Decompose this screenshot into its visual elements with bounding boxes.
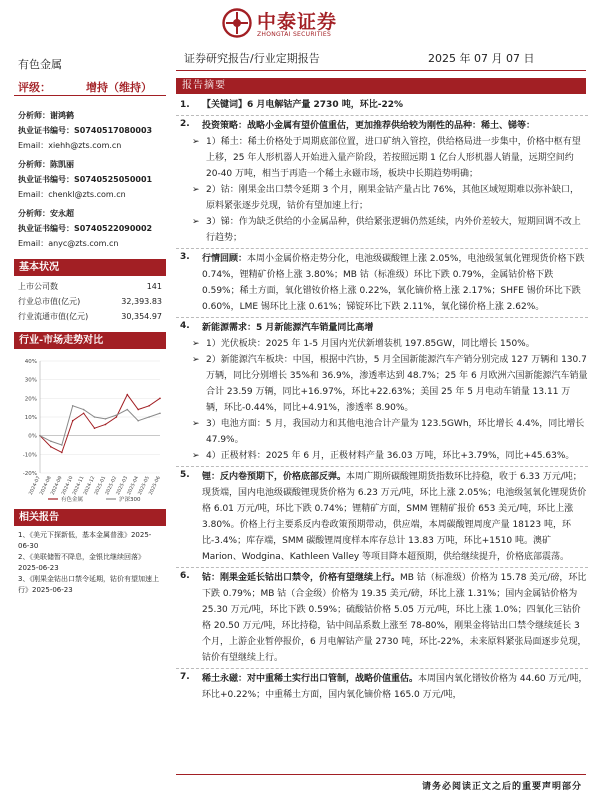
point-text: 本周国内氧化镨钕价格为 44.60 万元/吨，环比+0.22%；中重稀土方面，国内氧化镝价格 165.0 万元/吨， <box>202 674 588 700</box>
basics-title: 基本状况 <box>14 259 166 276</box>
basics-row <box>14 294 166 309</box>
email-label: Email： <box>18 239 49 248</box>
summary-point-1 <box>176 97 588 113</box>
analyst-block <box>18 206 166 251</box>
point-lead: 行情回顾： <box>202 254 248 264</box>
basics-label: 行业流通市值(亿元) <box>18 312 89 321</box>
report-type: 证券研究报告/行业定期报告 <box>184 52 320 65</box>
cert-number: S0740525050001 <box>74 175 153 184</box>
x-tick-label: 2025-04 <box>126 475 140 497</box>
x-tick-label: 2024-12 <box>83 475 97 497</box>
y-tick-label: 0% <box>28 433 37 440</box>
data-point <box>126 409 128 411</box>
point-lead: 新能源需求：5 月新能源汽车销量同比高增 <box>202 323 374 333</box>
x-tick-label: 2025-06 <box>148 475 162 497</box>
x-tick-label: 2025-02 <box>105 475 119 497</box>
data-point <box>72 420 74 422</box>
analyst-role: 分析师： <box>18 209 50 218</box>
data-point <box>39 435 41 437</box>
rating-bar <box>14 76 166 96</box>
arrow-icon: ➢ <box>192 137 200 147</box>
summary-point-3 <box>176 248 588 315</box>
arrow-icon: ➢ <box>192 451 200 461</box>
cert-number: S0740522090002 <box>74 224 153 233</box>
bullet-text: 1）光伏板块：2025 年 1-5 月国内光伏新增装机 197.85GW，同比增长 150%。 <box>206 339 535 349</box>
basics-table <box>14 279 166 324</box>
arrow-icon: ➢ <box>192 355 200 365</box>
legend-label: 有色金属 <box>61 497 84 503</box>
basics-label: 上市公司数 <box>18 282 58 291</box>
data-point <box>105 418 107 420</box>
data-point <box>105 424 107 426</box>
related-report-item[interactable]: 2、《美联储暂不降息，金银比继续回落》2025-06-23 <box>18 553 145 572</box>
basics-row <box>14 309 166 324</box>
analyst-name: 陈凯丽 <box>50 160 74 169</box>
left-sidebar <box>14 76 166 596</box>
y-tick-label: -10% <box>22 452 37 459</box>
email-label: Email： <box>18 190 49 199</box>
header-divider <box>176 70 586 71</box>
bullet-text: 3）锑：作为缺乏供给的小金属品种，供给紧张逻辑仍然延续，内外价差较大，短期回调不改上行趋势； <box>206 217 581 243</box>
data-point <box>159 398 161 400</box>
analyst-role: 分析师： <box>18 160 50 169</box>
point-text: 本周广期所碳酸锂期货指数环比持稳，收于 6.33 万元/吨；现货端，国内电池级碳酸锂现货价格为 6.23 万元/吨，环比上涨 2.05%；电池级氢氧化锂现货价格 6.01 万元/吨，环比下跌 0.74%；锂精矿方面，SMM 锂精矿报价 653 美元/吨，环比上涨 3.80%。价格上行主要系反内卷政策预期带动，供应端，本周碳酸锂周度产量 18123 吨，环比-3.4%；库存端，SMM 碳酸锂周度样本库存总计 13.83 万吨，环比+1510 吨。澳矿 Marion、Wodgina、Kathleen Valley 等项目降本超预期，供给继续提升，价格底部震荡。 <box>202 472 587 562</box>
strategy-bullet <box>176 214 588 246</box>
point-text: 本周小金属价格走势分化，电池级碳酸锂上涨 2.05%，电池级氢氧化锂现货价格下跌 0.74%，锂精矿价格上涨 3.80%；MB 钴（标准级）环比下跌 0.79%，金属钴价格下跌 0.59%；稀土方面，氧化镨钕价格上涨 0.22%，氧化镝价格上涨 2.17%；SHFE 锡价环比下跌 0.60%，LME 锡环比上涨 0.61%；锑锭环比下跌 2.11%，氧化锑价格上涨 2.62%。 <box>202 254 585 312</box>
data-point <box>126 394 128 396</box>
basics-label: 行业总市值(亿元) <box>18 297 81 306</box>
email-label: Email： <box>18 141 49 150</box>
bullet-text: 1）稀土：稀土价格处于周期底部位置，进口矿纳入管控，供给格局进一步集中，价格中枢有望上移，25 年人形机器人开始进入量产阶段，若按照远期 1 亿台人形机器人销量，远期空间约 20-40 万吨，相当于再造一个稀土永磁市场，板块中长期趋势明确； <box>206 137 581 179</box>
strategy-bullet <box>176 182 588 214</box>
analyst-email[interactable]: xiehh@zts.com.cn <box>48 141 122 150</box>
analyst-email[interactable]: chenkl@zts.com.cn <box>48 190 126 199</box>
cert-label: 执业证书编号： <box>18 224 74 233</box>
related-report-list <box>14 526 166 596</box>
trend-chart-svg <box>14 353 166 505</box>
bullet-text: 4）正极材料：2025 年 6 月，正极材料产量 36.03 万吨，环比+3.79%，同比+45.63%。 <box>206 451 575 461</box>
basics-value: 141 <box>146 282 162 291</box>
data-point <box>116 416 118 418</box>
point-lead: 钴：刚果金延长钴出口禁令，价格有望继续上行。 <box>202 573 401 583</box>
brand-name-en: ZHONGTAI SECURITIES <box>257 31 332 38</box>
data-point <box>94 416 96 418</box>
summary-point-4 <box>176 317 588 336</box>
related-report-item[interactable]: 3、《刚果金钴出口禁令延期，钴价有望加速上行》2025-06-23 <box>18 575 159 594</box>
brand-logo <box>222 6 402 40</box>
data-point <box>83 412 85 414</box>
rating-value: 增持（维持） <box>86 81 152 94</box>
demand-bullet <box>176 352 588 416</box>
related-title: 相关报告 <box>14 509 166 526</box>
point-number: 5. <box>180 470 190 480</box>
legend-label: 沪深300 <box>119 497 141 503</box>
brand-name-cn: 中泰证券 <box>257 11 338 33</box>
data-point <box>72 405 74 407</box>
strategy-lead: 投资策略：战略小金属有望价值重估，更加推荐供给较为刚性的品种：稀土、锑等： <box>202 121 536 131</box>
bullet-text: 2）新能源汽车板块：中国，根据中汽协，5 月全国新能源汽车产销分别完成 127 万辆和 130.7 万辆，同比分别增长 35%和 36.9%，渗透率达到 48.7%；25 年 6 月欧洲六国新能源汽车销量合计 23.59 万辆，同比+16.97%，环比+22.63%；美国 25 年 5 月电动车销量 13.11 万辆，环比-0.44%，同比+4.91%，渗透率 8.90%。 <box>206 355 588 413</box>
trend-title: 行业-市场走势对比 <box>14 332 166 349</box>
demand-bullet <box>176 416 588 448</box>
footer-divider <box>176 774 586 775</box>
x-tick-label: 2025-03 <box>116 475 130 497</box>
x-tick-label: 2025-01 <box>94 475 108 497</box>
x-tick-label: 2024-11 <box>72 475 86 497</box>
data-point <box>137 409 139 411</box>
point-number: 7. <box>180 672 190 682</box>
basics-value: 30,354.97 <box>121 312 162 321</box>
report-date: 2025 年 07 月 07 日 <box>428 52 535 65</box>
y-tick-label: -20% <box>22 471 37 477</box>
summary-body <box>176 97 588 703</box>
analyst-name: 谢鸿鹤 <box>50 111 74 120</box>
x-tick-label: 2024-09 <box>50 475 64 497</box>
analyst-role: 分析师： <box>18 111 50 120</box>
sector-label: 有色金属 <box>18 58 62 71</box>
basics-value: 32,393.83 <box>121 297 162 306</box>
basics-row <box>14 279 166 294</box>
point-number: 2. <box>180 119 190 129</box>
summary-point-7 <box>176 668 588 703</box>
point-number: 6. <box>180 571 190 581</box>
arrow-icon: ➢ <box>192 217 200 227</box>
summary-point-6 <box>176 567 588 666</box>
data-point <box>61 444 63 446</box>
arrow-icon: ➢ <box>192 419 200 429</box>
point-lead: 锂：反内卷预期下，价格底部反弹。 <box>202 472 347 482</box>
data-point <box>137 420 139 422</box>
arrow-icon: ➢ <box>192 339 200 349</box>
cert-label: 执业证书编号： <box>18 175 74 184</box>
data-point <box>83 409 85 411</box>
data-point <box>116 414 118 416</box>
data-point <box>61 452 63 454</box>
data-point <box>148 405 150 407</box>
x-tick-label: 2024-07 <box>28 475 42 497</box>
keyword-text: 【关键词】6 月电解钴产量 2730 吨，环比-22% <box>202 100 403 110</box>
rating-label: 评级： <box>18 81 51 94</box>
y-tick-label: 20% <box>24 396 37 403</box>
point-lead: 稀土永磁：对中重稀土实行出口管制，战略价值重估。 <box>202 674 419 684</box>
cert-number: S0740517080003 <box>74 126 153 135</box>
point-number: 3. <box>180 252 190 262</box>
y-tick-label: 30% <box>24 377 37 384</box>
analyst-email[interactable]: anyc@zts.com.cn <box>48 239 119 248</box>
y-tick-label: 40% <box>24 359 37 365</box>
analyst-block <box>18 157 166 202</box>
summary-title: 报告摘要 <box>176 78 586 94</box>
bullet-text: 2）钴：刚果金出口禁令延期 3 个月，刚果金钴产量占比 76%，其他区域短期难以弥补缺口，原料紧张逐步兑现，钴价有望加速上行； <box>206 185 580 211</box>
data-point <box>50 446 52 448</box>
data-point <box>159 412 161 414</box>
y-tick-label: 10% <box>24 415 37 421</box>
zhongtai-logo-icon <box>222 8 252 38</box>
analyst-list <box>14 108 166 251</box>
trend-chart <box>14 353 166 505</box>
disclaimer-footer: 请务必阅读正文之后的重要声明部分 <box>421 782 582 792</box>
arrow-icon: ➢ <box>192 185 200 195</box>
x-tick-label: 2025-05 <box>137 475 151 497</box>
data-point <box>148 416 150 418</box>
bullet-text: 3）电池方面：5 月，我国动力和其他电池合计产量为 123.5GWh，环比增长 4.4%，同比增长 47.9%。 <box>206 419 585 445</box>
series-line-沪深300 <box>40 406 160 445</box>
data-point <box>50 440 52 442</box>
demand-bullet <box>176 336 588 352</box>
analyst-block <box>18 108 166 153</box>
strategy-bullet <box>176 134 588 182</box>
point-text: MB 钴（标准级）价格为 15.78 美元/磅，环比下跌 0.79%；MB 钴（合金级）价格为 19.35 美元/磅，环比上涨 1.31%；国内金属钴价格为 25.30 万元/吨，环比下跌 0.59%；硫酸钴价格 5.05 万元/吨，环比上涨 1.0%；四氧化三钴价格 20.50 万元/吨，环比持稳，钴中间品系数上涨至 78-80%，刚果金将钴出口禁令继续延长 3 个月，上游企业暂停报价，6 月电解钴产量 2730 吨，环比-22%，未来原料紧张局面逐步兑现，钴价有望继续上行。 <box>202 573 587 663</box>
demand-bullet <box>176 448 588 464</box>
x-tick-label: 2024-08 <box>39 475 53 497</box>
summary-point-5 <box>176 466 588 565</box>
related-report-item[interactable]: 1、《美元下探新低，基本金属普涨》2025-06-30 <box>18 531 152 550</box>
cert-label: 执业证书编号： <box>18 126 74 135</box>
data-point <box>94 427 96 429</box>
analyst-name: 安永超 <box>50 209 74 218</box>
point-number: 4. <box>180 321 190 331</box>
summary-point-2 <box>176 115 588 134</box>
point-number: 1. <box>180 100 190 110</box>
x-tick-label: 2024-10 <box>61 475 75 497</box>
